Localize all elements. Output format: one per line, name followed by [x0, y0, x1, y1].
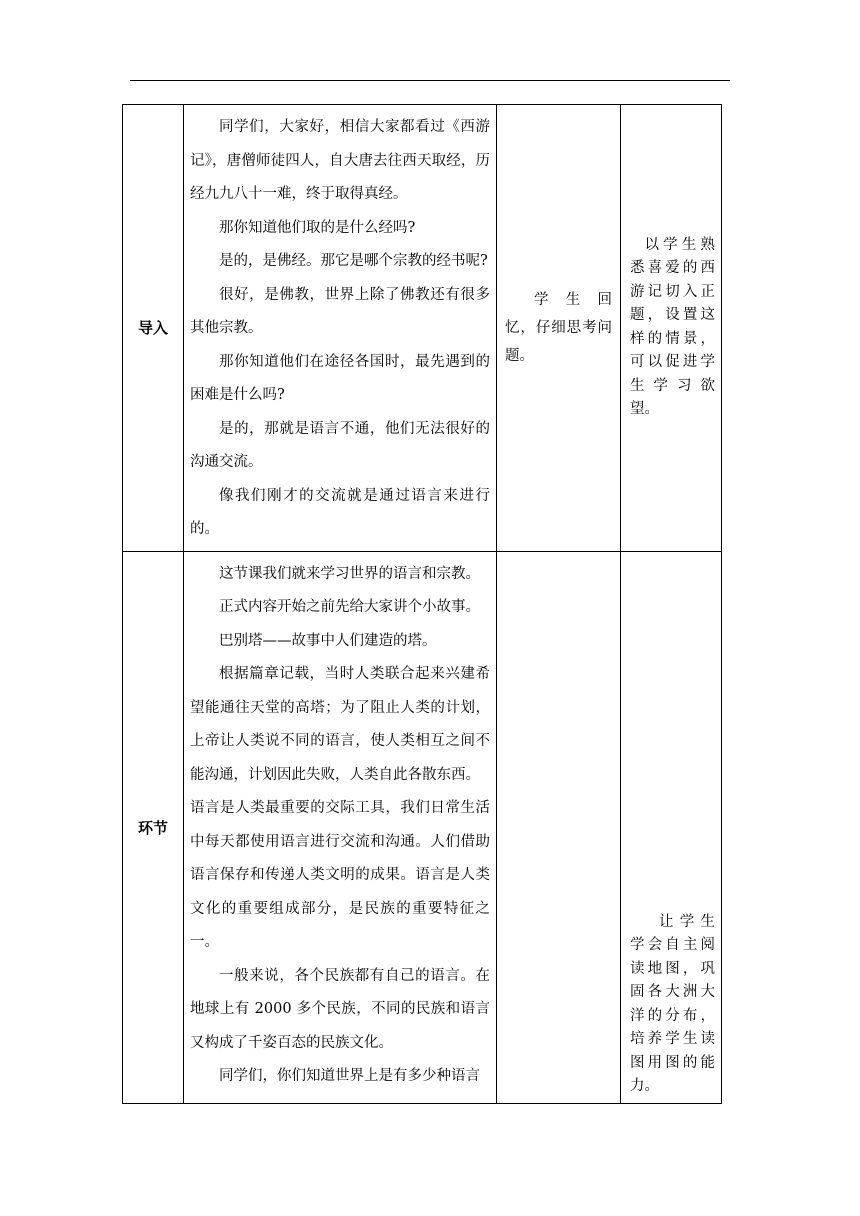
section-label: 环节 — [123, 551, 184, 1103]
paragraph: 这节课我们就来学习世界的语言和宗教。 — [219, 565, 480, 582]
paragraph: 一般来说，各个民族都有自己的语言。在地球上有 2000 多个民族，不同的民族和语言又构成了千姿百态的民族文化。 — [190, 967, 490, 1051]
paragraph: 语言是人类最重要的交际工具，我们日常生活中每天都使用语言进行交流和沟通。人们借助语言保存和传递人类文明的成果。语言是人类文化的重要组成部分，是民族的重要特征之一。 — [190, 800, 490, 950]
paragraph: 是的，那就是语言不通，他们无法很好的沟通交流。 — [190, 420, 490, 470]
table-row — [123, 105, 722, 552]
paragraph: 是的，是佛经。那它是哪个宗教的经书呢? — [219, 253, 488, 269]
paragraph: 很好，是佛教，世界上除了佛教还有很多其他宗教。 — [190, 286, 490, 336]
design-intent-cell — [621, 551, 722, 1103]
lesson-plan-table — [122, 104, 722, 1104]
header-rule — [130, 80, 730, 81]
design-intent-text: 以学生熟悉喜爱的西游记切入正题，设置这样的情景，可以促进学生学习欲望。 — [630, 236, 715, 418]
paragraph: 同学们，你们知道世界上是有多少种语言 — [219, 1068, 480, 1084]
design-intent-cell — [621, 105, 722, 552]
teacher-activity-cell — [184, 105, 497, 552]
teacher-activity-cell — [184, 551, 497, 1103]
student-activity-text: 学 生 回忆，仔细思考问题。 — [505, 291, 612, 364]
table-row — [123, 551, 722, 1103]
paragraph: 像我们刚才的交流就是通过语言来进行的。 — [190, 487, 490, 537]
paragraph: 巴别塔——故事中人们建造的塔。 — [219, 632, 437, 649]
paragraph: 同学们，大家好，相信大家都看过《西游记》，唐僧师徒四人，自大唐去往西天取经，历经九九八十一难，终于取得真经。 — [190, 119, 490, 202]
student-activity-cell — [497, 105, 621, 552]
section-label: 导入 — [123, 105, 184, 552]
paragraph: 正式内容开始之前先给大家讲个小故事。 — [219, 599, 480, 615]
design-intent-text: 让学生学会自主阅读地图，巩固各大洲大洋的分布，培养学生读图用图的能力。 — [630, 913, 715, 1094]
student-activity-cell — [497, 551, 621, 1103]
paragraph: 那你知道他们在途径各国时，最先遇到的困难是什么吗? — [190, 353, 490, 403]
paragraph: 那你知道他们取的是什么经吗? — [219, 219, 416, 236]
paragraph: 根据篇章记载，当时人类联合起来兴建希望能通往天堂的高塔；为了阻止人类的计划，上帝让人类说不同的语言，使人类相互之间不能沟通，计划因此失败，人类自此各散东西。 — [190, 666, 490, 783]
